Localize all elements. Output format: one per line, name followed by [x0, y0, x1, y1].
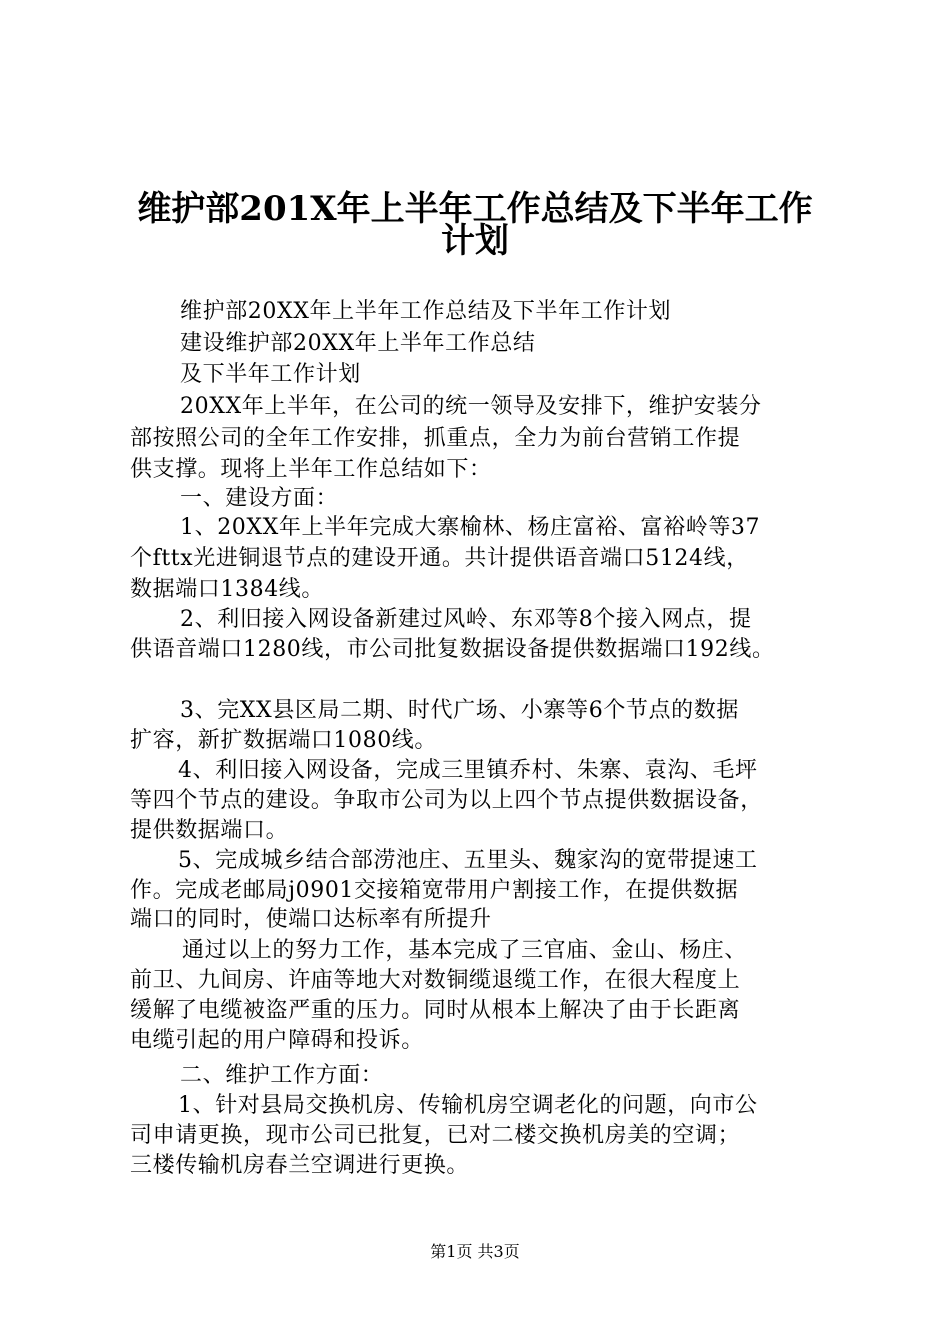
body-line: 及下半年工作计划	[180, 362, 361, 387]
body-line: 电缆引起的用户障碍和投诉。	[130, 1028, 424, 1053]
body-line: 5、完成城乡结合部涝池庄、五里头、魏家沟的宽带提速工	[178, 848, 758, 873]
body-line: 二、维护工作方面：	[180, 1063, 384, 1088]
body-line: 3、完XX县区局二期、时代广场、小寨等6个节点的数据	[180, 698, 739, 723]
body-line: 提供数据端口。	[130, 818, 289, 843]
body-line: 供语音端口1280线，市公司批复数据设备提供数据端口192线。	[130, 637, 775, 662]
document-title-line-1: 维护部201X年上半年工作总结及下半年工作	[137, 189, 813, 229]
body-line: 建设维护部20XX年上半年工作总结	[180, 331, 536, 356]
body-line: 端口的同时，使端口达标率有所提升	[130, 907, 492, 932]
body-line: 供支撑。现将上半年工作总结如下：	[130, 457, 492, 482]
body-line: 等四个节点的建设。争取市公司为以上四个节点提供数据设备，	[130, 788, 763, 813]
body-line: 1、针对县局交换机房、传输机房空调老化的问题，向市公	[178, 1093, 758, 1118]
body-line: 通过以上的努力工作，基本完成了三官庙、金山、杨庄、	[182, 938, 748, 963]
body-line: 一、建设方面：	[180, 486, 339, 511]
body-line: 缓解了电缆被盗严重的压力。同时从根本上解决了由于长距离	[130, 998, 741, 1023]
body-line: 前卫、九间房、许庙等地大对数铜缆退缆工作，在很大程度上	[130, 968, 741, 993]
body-line: 部按照公司的全年工作安排，抓重点，全力为前台营销工作提	[130, 426, 741, 451]
body-line: 维护部20XX年上半年工作总结及下半年工作计划	[180, 299, 672, 324]
body-line: 4、利旧接入网设备，完成三里镇乔村、朱寨、袁沟、毛坪	[178, 758, 758, 783]
page-footer: 第1页 共3页	[430, 1242, 520, 1261]
body-line: 司申请更换，现市公司已批复，已对二楼交换机房美的空调；	[130, 1123, 741, 1148]
body-line: 数据端口1384线。	[130, 577, 324, 602]
document-title-line-2: 计划	[441, 221, 509, 261]
body-line: 2、利旧接入网设备新建过风岭、东邓等8个接入网点，提	[180, 607, 752, 632]
body-line: 个fttx光进铜退节点的建设开通。共计提供语音端口5124线，	[130, 546, 749, 571]
body-line: 作。完成老邮局j0901交接箱宽带用户割接工作，在提供数据	[130, 878, 739, 903]
body-line: 20XX年上半年，在公司的统一领导及安排下，维护安装分	[180, 394, 762, 419]
body-line: 三楼传输机房春兰空调进行更换。	[130, 1153, 470, 1178]
body-line: 1、20XX年上半年完成大寨榆林、杨庄富裕、富裕岭等37	[180, 515, 761, 540]
body-line: 扩容，新扩数据端口1080线。	[130, 728, 437, 753]
